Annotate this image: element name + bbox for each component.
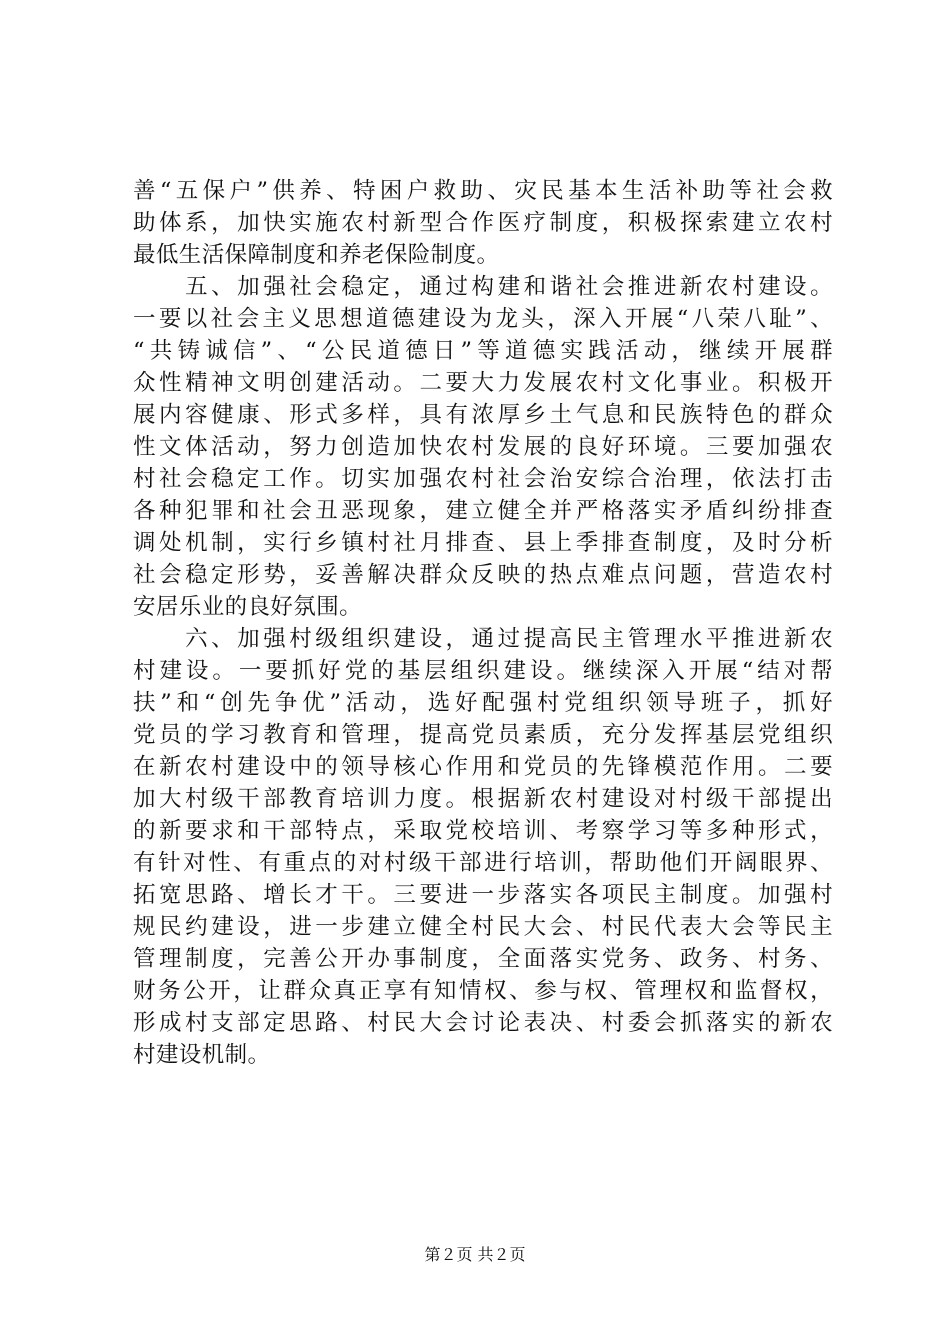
text-line: 形成村支部定思路、村民大会讨论表决、村委会抓落实的新农 (133, 1010, 833, 1036)
text-line: 规民约建设，进一步建立健全村民大会、村民代表大会等民主 (133, 914, 833, 940)
text-line: 善“五保户”供养、特困户救助、灾民基本生活补助等社会救 (133, 178, 833, 204)
text-line: 有针对性、有重点的对村级干部进行培训，帮助他们开阔眼界、 (133, 850, 833, 876)
text-line: 调处机制，实行乡镇村社月排查、县上季排查制度，及时分析 (133, 530, 833, 556)
text-line: 助体系，加快实施农村新型合作医疗制度，积极探索建立农村 (133, 210, 833, 236)
text-line: 五、加强社会稳定，通过构建和谐社会推进新农村建设。 (133, 274, 833, 300)
text-line: 六、加强村级组织建设，通过提高民主管理水平推进新农 (133, 626, 833, 652)
text-line: “共铸诚信”、“公民道德日”等道德实践活动，继续开展群 (133, 338, 833, 364)
text-line: 村建设。一要抓好党的基层组织建设。继续深入开展“结对帮 (133, 658, 833, 684)
text-line: 众性精神文明创建活动。二要大力发展农村文化事业。积极开 (133, 370, 833, 396)
text-line: 拓宽思路、增长才干。三要进一步落实各项民主制度。加强村 (133, 882, 833, 908)
text-line: 一要以社会主义思想道德建设为龙头，深入开展“八荣八耻”、 (133, 306, 833, 332)
page-footer: 第２页 共２页 (424, 1245, 526, 1264)
document-body (133, 175, 833, 1071)
text-line: 最低生活保障制度和养老保险制度。 (133, 242, 500, 268)
text-line: 加大村级干部教育培训力度。根据新农村建设对村级干部提出 (133, 786, 833, 812)
text-line: 村社会稳定工作。切实加强农村社会治安综合治理，依法打击 (133, 466, 833, 492)
text-line: 性文体活动，努力创造加快农村发展的良好环境。三要加强农 (133, 434, 833, 460)
text-line: 安居乐业的良好氛围。 (133, 594, 363, 620)
text-line: 的新要求和干部特点，采取党校培训、考察学习等多种形式， (133, 818, 833, 844)
text-line: 财务公开，让群众真正享有知情权、参与权、管理权和监督权， (133, 978, 833, 1004)
text-line: 展内容健康、形式多样，具有浓厚乡土气息和民族特色的群众 (133, 402, 833, 428)
text-line: 在新农村建设中的领导核心作用和党员的先锋模范作用。二要 (133, 754, 833, 780)
text-line: 管理制度，完善公开办事制度，全面落实党务、政务、村务、 (133, 946, 833, 972)
text-line: 党员的学习教育和管理，提高党员素质，充分发挥基层党组织 (133, 722, 833, 748)
text-line: 村建设机制。 (133, 1042, 271, 1068)
text-line: 扶”和“创先争优”活动，选好配强村党组织领导班子，抓好 (133, 690, 833, 716)
text-line: 各种犯罪和社会丑恶现象，建立健全并严格落实矛盾纠纷排查 (133, 498, 833, 524)
text-line: 社会稳定形势，妥善解决群众反映的热点难点问题，营造农村 (133, 562, 833, 588)
